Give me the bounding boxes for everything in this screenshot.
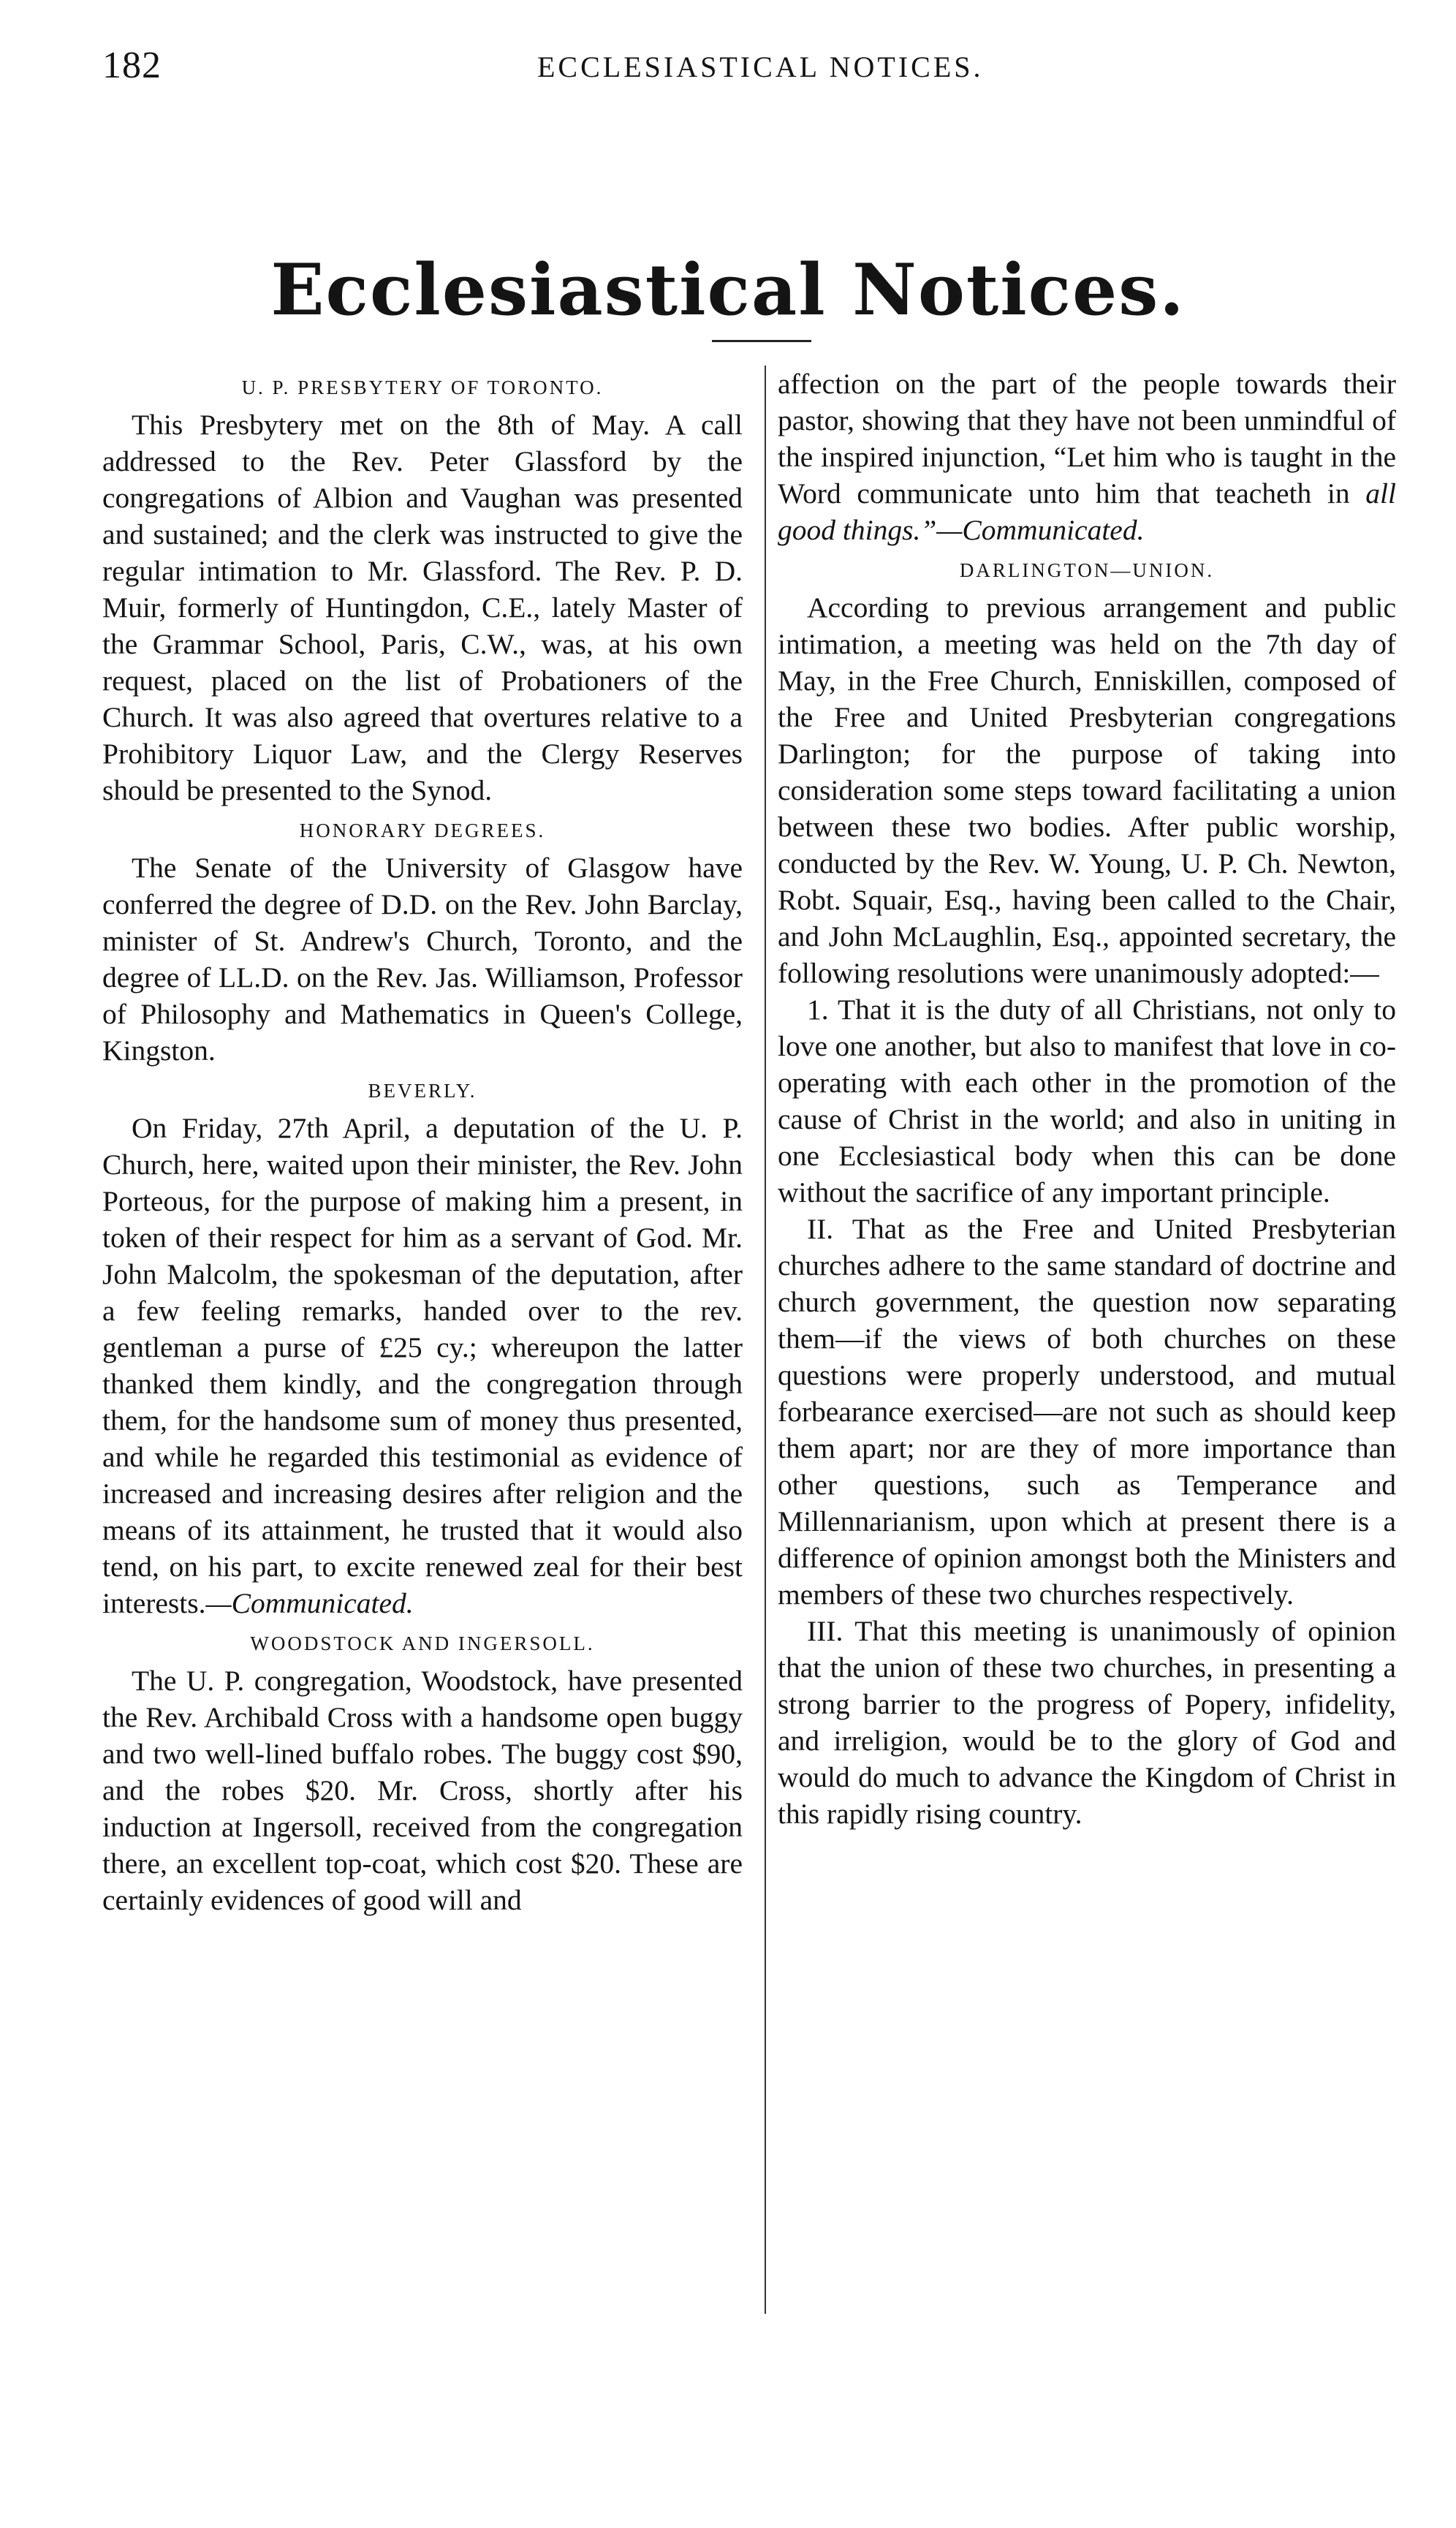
title-rule [712,340,811,342]
running-head [102,44,1403,95]
paragraph-woodstock-continued [778,366,1396,548]
section-heading-darlington-union: DARLINGTON—UNION. [959,559,1215,581]
right-column [778,366,1396,1832]
paragraph-beverly [102,1110,743,1621]
page-title: Ecclesiastical Notices. [270,249,1186,331]
paragraph-woodstock-continued-text: affection on the part of the people towards their pastor, showing that they have not been unmindful of the inspired injunction, “Let him who is taught in the Word communicate unto him that teacheth in [778,368,1396,510]
left-column [102,366,743,1918]
resolution-3: III. That this meeting is unanimously of opinion that the union of these two churches, in presenting a strong barrier to the progress of Popery, infidelity, and irreligion, would be to the glory of God and would do much to advance the Kingdom of Christ in this rapidly rising country. [778,1615,1396,1830]
resolution-2: II. That as the Free and United Presbyterian churches adhere to the same standard of doctrine and church government, the question now separating them—if the views of both churches on these questions were properly understood, and mutual forbearance exercised—are not such as should keep them apart; nor are they of more importance than other questions, such as Temperance and Millennarianism, upon which at present there is a difference of opinion amongst both the Ministers and members of these two churches respectively. [778,1213,1396,1611]
paragraph-honorary-degrees: The Senate of the University of Glasgow have conferred the degree of D.D. on the Rev. John Barclay, minister of St. Andrew's Church, Toronto, and the degree of LL.D. on the Rev. Jas. Williamson, Professor of Philosophy and Mathematics in Queen's College, Kingston. [102,852,743,1067]
paragraph-presbytery-toronto: This Presbytery met on the 8th of May. A call addressed to the Rev. Peter Glassford by the congregations of Albion and Vaughan was presented and sustained; and the clerk was instructed to give the regular intimation to Mr. Glassford. The Rev. P. D. Muir, formerly of Huntingdon, C.E., lately Master of the Grammar School, Paris, C.W., was, at his own request, placed on the list of Probationers of the Church. It was also agreed that overtures relative to a Prohibitory Liquor Law, and the Clergy Reserves should be presented to the Synod. [102,409,743,806]
paragraph-darlington-union: According to previous arrangement and public intimation, a meeting was held on the 7th day of May, in the Free Church, Enniskillen, composed of the Free and United Presbyterian congregations Darlington; for the purpose of taking into consideration some steps toward facilitating a union between these two bodies. After public worship, conducted by the Rev. W. Young, U. P. Ch. Newton, Robt. Squair, Esq., having been called to the Chair, and John McLaughlin, Esq., appointed secretary, the following resolutions were unanimously adopted:— [778,591,1396,989]
section-heading-woodstock-ingersoll: WOODSTOCK AND INGERSOLL. [250,1632,595,1654]
paragraph-woodstock-ingersoll: The U. P. congregation, Woodstock, have presented the Rev. Archibald Cross with a handsome open buggy and two well-lined buffalo robes. The buggy cost $90, and the robes $20. Mr. Cross, shortly after his induction at Ingersoll, received from the congregation there, an excellent top-coat, which cost $20. These are certainly evidences of good will and [102,1665,743,1916]
quoted-italic-phrase: all good things. [778,477,1396,546]
section-heading-honorary-degrees: HONORARY DEGREES. [299,820,546,841]
running-title: ECCLESIASTICAL NOTICES. [537,50,984,83]
section-heading-presbytery-toronto: U. P. PRESBYTERY OF TORONTO. [241,376,604,398]
resolution-1: 1. That it is the duty of all Christians, not only to love one another, but also to manifest that love in co-operating with each other in the promotion of the cause of Christ in the world; and also in uniting in one Ecclesiastical body when this can be done without the sacrifice of any important principle. [778,994,1396,1208]
paragraph-beverly-text: On Friday, 27th April, a deputation of the U. P. Church, here, waited upon their minister, the Rev. John Porteous, for the purpose of making him a present, in token of their respect for him as a servant of God. Mr. John Malcolm, the spokesman of the deputation, after a few feeling remarks, handed over to the rev. gentleman a purse of £25 cy.; whereupon the latter thanked them kindly, and the congregation through them, for the handsome sum of money thus presented, and while he regarded this testimonial as evidence of increased and increasing desires after religion and the means of its attainment, he trusted that it would also tend, on his part, to excite renewed zeal for their best interests. [102,1112,743,1619]
signature-communicated: —Communicated. [205,1587,414,1619]
signature-communicated-2: ”—Communicated. [920,514,1145,546]
section-heading-beverly: BEVERLY. [368,1080,477,1102]
page-number: 182 [102,45,162,86]
column-divider [765,366,766,2314]
